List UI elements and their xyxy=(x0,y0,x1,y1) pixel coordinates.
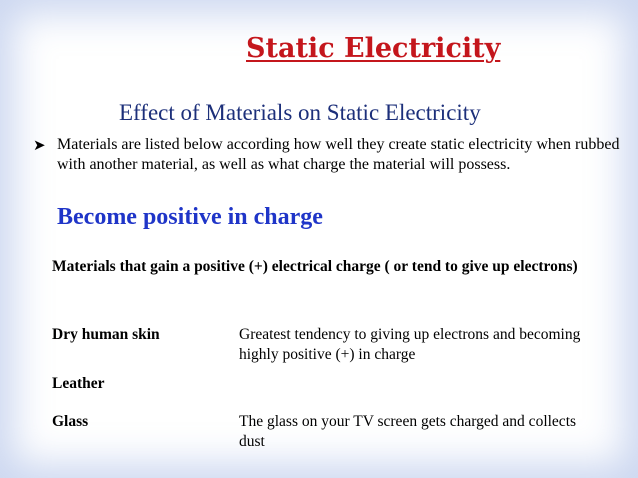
slide-subtitle: Effect of Materials on Static Electricity xyxy=(119,100,481,125)
intro-text: Materials that gain a positive (+) electrical charge ( or tend to give up electrons) xyxy=(52,258,578,275)
section-heading: Become positive in charge xyxy=(57,204,323,230)
material-name: Glass xyxy=(52,413,89,430)
bullet-item xyxy=(33,135,632,175)
bullet-text: Materials are listed below according how well they create static electricity when rubbed with another material, as well as what charge the material will possess. xyxy=(57,136,620,173)
material-name: Leather xyxy=(52,375,105,392)
slide-title: Static Electricity xyxy=(246,33,501,64)
material-name: Dry human skin xyxy=(52,326,160,343)
material-description: The glass on your TV screen gets charged and collects dust xyxy=(239,413,577,450)
arrow-bullet-icon: ➤ xyxy=(33,136,46,154)
material-description: Greatest tendency to giving up electrons and becoming highly positive (+) in charge xyxy=(239,326,581,363)
